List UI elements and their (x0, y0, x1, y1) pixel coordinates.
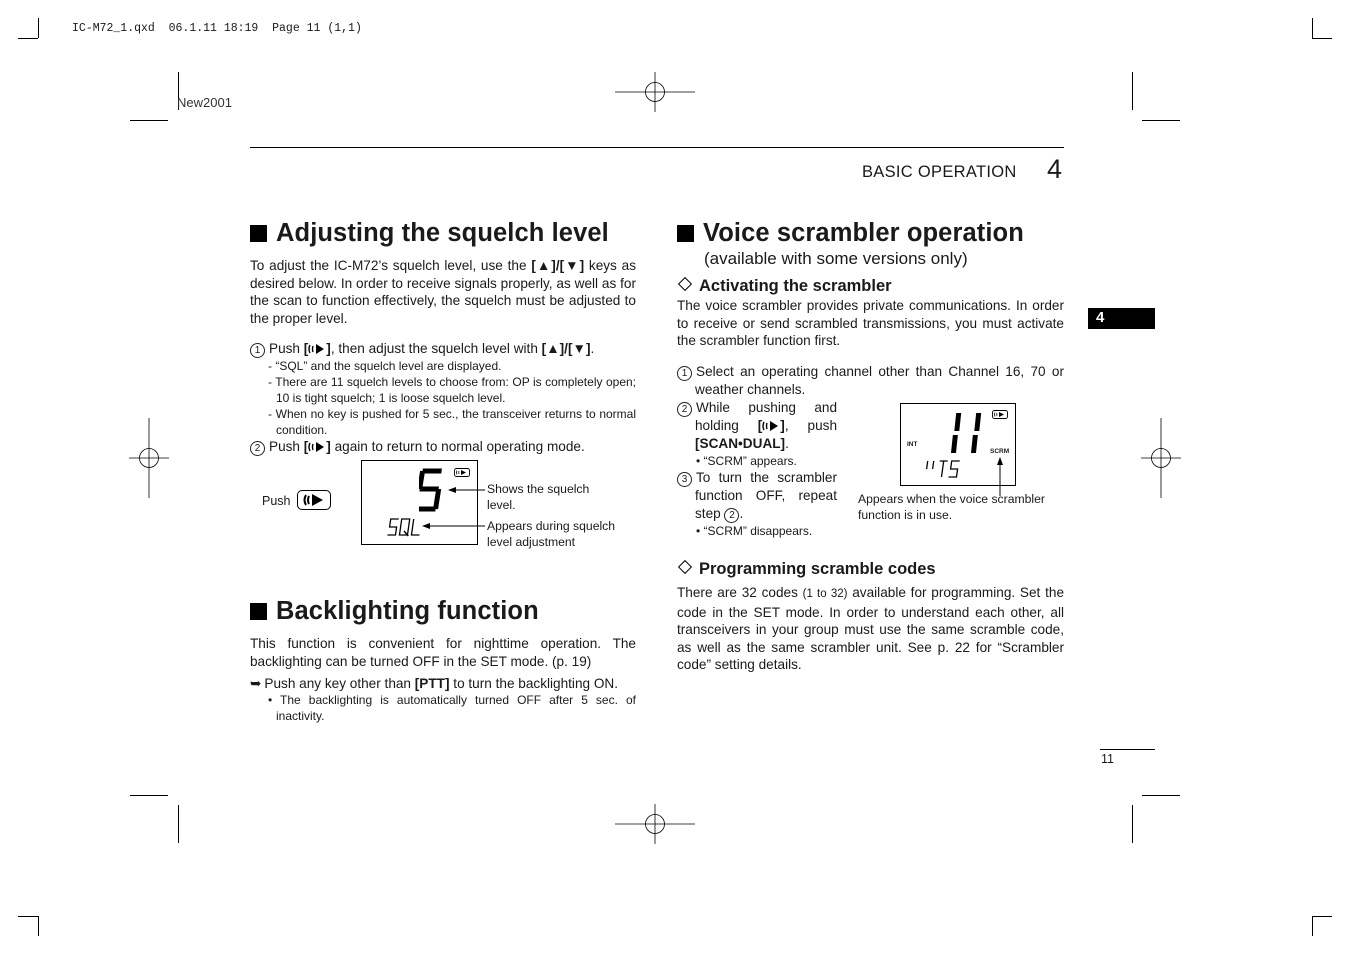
step-number: 2 (250, 441, 265, 456)
squelch-title: Adjusting the squelch level (250, 219, 609, 248)
squelch-step-1-notes (268, 358, 636, 438)
vts-lcd-text (923, 459, 963, 479)
activating-step-1: 1 Select an operating channel other than Channel 16, 70 or weather channels. (677, 363, 1064, 399)
backlight-bullet: ➥ Push any key other than [PTT] to turn the backlighting ON. (250, 676, 619, 691)
section-number: 4 (1047, 154, 1063, 184)
squelch-step-2: 2 Push [ ] again to return to normal operating mode. (250, 438, 640, 456)
note-item: - When no key is pushed for 5 sec., the transceiver returns to normal condition. (268, 407, 636, 437)
edition-marker: New2001 (177, 95, 232, 110)
note-item: - “SQL” and the squelch level are displayed. (268, 359, 502, 373)
callout-arrows (400, 480, 490, 540)
heading-square-icon (250, 225, 267, 242)
step-number: 1 (250, 343, 265, 358)
scrambler-key-icon (308, 441, 326, 453)
backlight-note: • The backlighting is automatically turned OFF after 5 sec. of inactivity. (268, 693, 636, 723)
scrambler-key-icon (298, 491, 330, 509)
backlight-intro: This function is convenient for nighttime operation. The backlighting can be turned OFF in the SET mode. (p. 19) (250, 636, 636, 669)
push-label: Push (262, 494, 291, 508)
backlight-title: Backlighting function (250, 597, 539, 626)
scrambler-subtitle: (available with some versions only) (704, 249, 968, 268)
squelch-step-1: 1 Push [ ], then adjust the squelch level with [▲]/[▼]. (250, 340, 640, 358)
squelch-intro: To adjust the IC-M72’s squelch level, use the [▲]/[▼] keys as desired below. In order to receive signals properly, as well as for the scan to function effectively, the squelch must be adjusted to the proper level. (250, 258, 636, 326)
activating-step-3-note: • “SCRM” disappears. (696, 524, 813, 538)
file-slug: IC-M72_1.qxd 06.1.11 18:19 Page 11 (1,1) (72, 22, 362, 35)
step-ref-number: 2 (724, 508, 739, 523)
registration-mark-right (1141, 418, 1181, 498)
activating-step-3: 3 To turn the scrambler function OFF, repeat step 2 . (677, 469, 837, 523)
diamond-bullet-icon (678, 560, 692, 574)
push-key-illustration (297, 490, 331, 510)
diamond-bullet-icon (678, 277, 692, 291)
int-indicator: INT (907, 441, 918, 448)
activating-heading: Activating the scrambler (677, 277, 892, 296)
scrambler-fig-caption: Appears when the voice scrambler function is in use. (858, 492, 1045, 522)
side-tab (1088, 308, 1155, 329)
callout-squelch-adjust: Appears during squelch level adjustment (487, 519, 616, 549)
step-number: 3 (677, 472, 692, 487)
callout-squelch-level: Shows the squelch level. (487, 482, 590, 512)
note-item: - There are 11 squelch levels to choose from: OP is completely open; 10 is tight squelch; 1 is loose squelch level. (268, 375, 636, 405)
scan-dual-key-label: [SCAN•DUAL] (695, 435, 786, 451)
heading-square-icon (250, 603, 267, 620)
registration-mark-top (615, 72, 695, 112)
heading-square-icon (677, 225, 694, 242)
small-key-indicator-icon (454, 468, 470, 477)
step-number: 1 (677, 366, 692, 381)
scrm-callout-arrow (994, 456, 1006, 496)
registration-mark-left (129, 418, 169, 498)
programming-text: There are 32 codes (1 to 32) available for programming. Set the code in the SET mode. In order to understand each other, all transceivers in your group must use the same scramble code, as well as the same scrambler unit. See p. 22 for “Scrambler code” setting details. (677, 585, 1064, 672)
small-key-indicator-icon (992, 410, 1008, 419)
section-label: BASIC OPERATION (862, 163, 1017, 181)
activating-step-2: 2 While pushing and holding [ ], push [SCAN•DUAL]. (677, 399, 837, 452)
scrambler-key-icon (308, 343, 326, 355)
step-number: 2 (677, 402, 692, 417)
header-rule (250, 147, 1064, 148)
activating-step-2-note: • “SCRM” appears. (696, 454, 797, 468)
arrow-bullet-icon: ➥ (250, 676, 262, 691)
up-down-keys: [▲]/[▼] (531, 258, 585, 273)
programming-heading: Programming scramble codes (677, 560, 936, 579)
page-number: 11 (1101, 752, 1114, 766)
side-tab-number: 4 (1096, 309, 1105, 326)
ptt-key-label: [PTT] (414, 676, 450, 691)
scrambler-key-icon (762, 420, 780, 432)
channel-number-digits (943, 410, 987, 456)
scrambler-title: Voice scrambler operation (677, 219, 1024, 248)
activating-intro: The voice scrambler provides private communications. In order to receive or send scrambled transmissions, you must activate the scrambler function first. (677, 298, 1064, 348)
scrm-indicator: SCRM (990, 448, 1010, 455)
footer-rule (1100, 749, 1155, 750)
registration-mark-bottom (615, 804, 695, 844)
